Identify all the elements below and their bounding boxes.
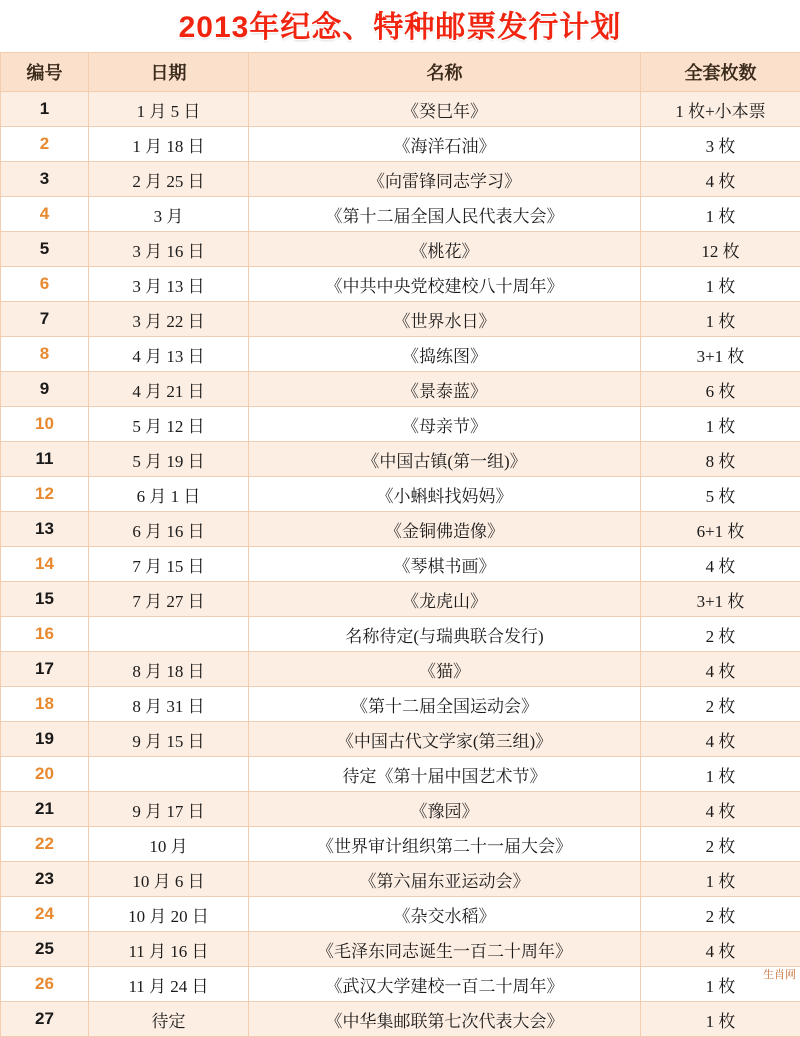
cell-date: 10 月 — [89, 827, 249, 862]
cell-name: 名称待定(与瑞典联合发行) — [249, 617, 641, 652]
table-row — [1, 617, 800, 652]
cell-name: 《中国古代文学家(第三组)》 — [249, 722, 641, 757]
cell-count: 3+1 枚 — [641, 582, 800, 617]
cell-name: 《琴棋书画》 — [249, 547, 641, 582]
cell-name: 《毛泽东同志诞生一百二十周年》 — [249, 932, 641, 967]
cell-date: 8 月 18 日 — [89, 652, 249, 687]
cell-date: 6 月 1 日 — [89, 477, 249, 512]
table-row — [1, 162, 800, 197]
cell-count: 4 枚 — [641, 547, 800, 582]
cell-count: 3+1 枚 — [641, 337, 800, 372]
cell-no: 13 — [1, 512, 89, 547]
table-row — [1, 477, 800, 512]
cell-count: 3 枚 — [641, 127, 800, 162]
cell-name: 《景泰蓝》 — [249, 372, 641, 407]
table-row — [1, 582, 800, 617]
cell-name: 《金铜佛造像》 — [249, 512, 641, 547]
cell-count: 2 枚 — [641, 687, 800, 722]
cell-name: 《世界水日》 — [249, 302, 641, 337]
cell-no: 21 — [1, 792, 89, 827]
table-row — [1, 547, 800, 582]
column-header-date: 日期 — [89, 53, 249, 92]
table-row — [1, 407, 800, 442]
cell-name: 《武汉大学建校一百二十周年》 — [249, 967, 641, 1002]
cell-name: 待定《第十届中国艺术节》 — [249, 757, 641, 792]
cell-name: 《猫》 — [249, 652, 641, 687]
cell-count: 4 枚 — [641, 722, 800, 757]
cell-date: 1 月 18 日 — [89, 127, 249, 162]
cell-no: 14 — [1, 547, 89, 582]
cell-name: 《小蝌蚪找妈妈》 — [249, 477, 641, 512]
cell-count: 1 枚 — [641, 967, 800, 1002]
cell-no: 11 — [1, 442, 89, 477]
cell-date: 7 月 27 日 — [89, 582, 249, 617]
cell-count: 1 枚 — [641, 862, 800, 897]
cell-no: 27 — [1, 1002, 89, 1037]
cell-count: 4 枚 — [641, 652, 800, 687]
cell-count: 1 枚 — [641, 1002, 800, 1037]
table-row — [1, 1002, 800, 1037]
cell-date: 3 月 13 日 — [89, 267, 249, 302]
table-row — [1, 652, 800, 687]
cell-date: 5 月 19 日 — [89, 442, 249, 477]
cell-count: 2 枚 — [641, 897, 800, 932]
cell-no: 2 — [1, 127, 89, 162]
cell-no: 22 — [1, 827, 89, 862]
cell-date — [89, 757, 249, 792]
cell-name: 《第十二届全国运动会》 — [249, 687, 641, 722]
cell-no: 26 — [1, 967, 89, 1002]
cell-count: 5 枚 — [641, 477, 800, 512]
cell-date: 5 月 12 日 — [89, 407, 249, 442]
cell-name: 《母亲节》 — [249, 407, 641, 442]
cell-no: 5 — [1, 232, 89, 267]
cell-date: 4 月 21 日 — [89, 372, 249, 407]
cell-date: 7 月 15 日 — [89, 547, 249, 582]
table-row — [1, 442, 800, 477]
cell-count: 12 枚 — [641, 232, 800, 267]
table-row — [1, 967, 800, 1002]
cell-date: 待定 — [89, 1002, 249, 1037]
cell-name: 《第十二届全国人民代表大会》 — [249, 197, 641, 232]
column-header-count: 全套枚数 — [641, 53, 800, 92]
cell-date: 3 月 16 日 — [89, 232, 249, 267]
stamp-plan-table — [0, 52, 800, 1037]
cell-date: 2 月 25 日 — [89, 162, 249, 197]
cell-name: 《中共中央党校建校八十周年》 — [249, 267, 641, 302]
cell-name: 《中国古镇(第一组)》 — [249, 442, 641, 477]
cell-name: 《杂交水稻》 — [249, 897, 641, 932]
table-row — [1, 757, 800, 792]
cell-date: 3 月 — [89, 197, 249, 232]
cell-no: 16 — [1, 617, 89, 652]
table-row — [1, 197, 800, 232]
cell-date: 10 月 20 日 — [89, 897, 249, 932]
table-row — [1, 862, 800, 897]
table-row — [1, 232, 800, 267]
page-title: 2013年纪念、特种邮票发行计划 — [0, 0, 800, 52]
table-row — [1, 372, 800, 407]
cell-name: 《癸巳年》 — [249, 92, 641, 127]
column-header-no: 编号 — [1, 53, 89, 92]
cell-date: 11 月 16 日 — [89, 932, 249, 967]
cell-no: 9 — [1, 372, 89, 407]
cell-name: 《海洋石油》 — [249, 127, 641, 162]
table-header — [1, 53, 800, 92]
cell-name: 《桃花》 — [249, 232, 641, 267]
cell-count: 8 枚 — [641, 442, 800, 477]
cell-name: 《世界审计组织第二十一届大会》 — [249, 827, 641, 862]
cell-no: 6 — [1, 267, 89, 302]
table-row — [1, 302, 800, 337]
cell-count: 1 枚 — [641, 267, 800, 302]
cell-date: 8 月 31 日 — [89, 687, 249, 722]
cell-no: 10 — [1, 407, 89, 442]
table-row — [1, 897, 800, 932]
cell-no: 15 — [1, 582, 89, 617]
cell-no: 25 — [1, 932, 89, 967]
cell-no: 12 — [1, 477, 89, 512]
cell-no: 7 — [1, 302, 89, 337]
cell-date: 6 月 16 日 — [89, 512, 249, 547]
cell-count: 6 枚 — [641, 372, 800, 407]
cell-date: 3 月 22 日 — [89, 302, 249, 337]
cell-name: 《第六届东亚运动会》 — [249, 862, 641, 897]
cell-date: 9 月 17 日 — [89, 792, 249, 827]
table-row — [1, 92, 800, 127]
cell-no: 24 — [1, 897, 89, 932]
table-row — [1, 267, 800, 302]
cell-name: 《豫园》 — [249, 792, 641, 827]
table-row — [1, 932, 800, 967]
cell-no: 3 — [1, 162, 89, 197]
table-row — [1, 827, 800, 862]
cell-count: 1 枚 — [641, 757, 800, 792]
cell-no: 8 — [1, 337, 89, 372]
cell-date — [89, 617, 249, 652]
cell-date: 4 月 13 日 — [89, 337, 249, 372]
header-row — [1, 53, 800, 92]
cell-count: 1 枚 — [641, 407, 800, 442]
table-row — [1, 687, 800, 722]
table-row — [1, 127, 800, 162]
table-row — [1, 512, 800, 547]
table-row — [1, 337, 800, 372]
cell-name: 《向雷锋同志学习》 — [249, 162, 641, 197]
cell-no: 18 — [1, 687, 89, 722]
cell-no: 4 — [1, 197, 89, 232]
column-header-name: 名称 — [249, 53, 641, 92]
site-watermark: 生肖网 — [763, 966, 796, 982]
cell-count: 1 枚 — [641, 197, 800, 232]
cell-count: 4 枚 — [641, 932, 800, 967]
cell-no: 17 — [1, 652, 89, 687]
cell-count: 6+1 枚 — [641, 512, 800, 547]
cell-date: 10 月 6 日 — [89, 862, 249, 897]
cell-count: 4 枚 — [641, 162, 800, 197]
cell-no: 20 — [1, 757, 89, 792]
cell-date: 11 月 24 日 — [89, 967, 249, 1002]
cell-date: 9 月 15 日 — [89, 722, 249, 757]
cell-no: 19 — [1, 722, 89, 757]
cell-date: 1 月 5 日 — [89, 92, 249, 127]
cell-count: 2 枚 — [641, 827, 800, 862]
table-row — [1, 722, 800, 757]
table-row — [1, 792, 800, 827]
cell-no: 1 — [1, 92, 89, 127]
cell-name: 《中华集邮联第七次代表大会》 — [249, 1002, 641, 1037]
table-body — [1, 92, 800, 1037]
cell-no: 23 — [1, 862, 89, 897]
cell-name: 《捣练图》 — [249, 337, 641, 372]
cell-count: 1 枚 — [641, 302, 800, 337]
cell-count: 1 枚+小本票 — [641, 92, 800, 127]
cell-count: 2 枚 — [641, 617, 800, 652]
cell-name: 《龙虎山》 — [249, 582, 641, 617]
cell-count: 4 枚 — [641, 792, 800, 827]
